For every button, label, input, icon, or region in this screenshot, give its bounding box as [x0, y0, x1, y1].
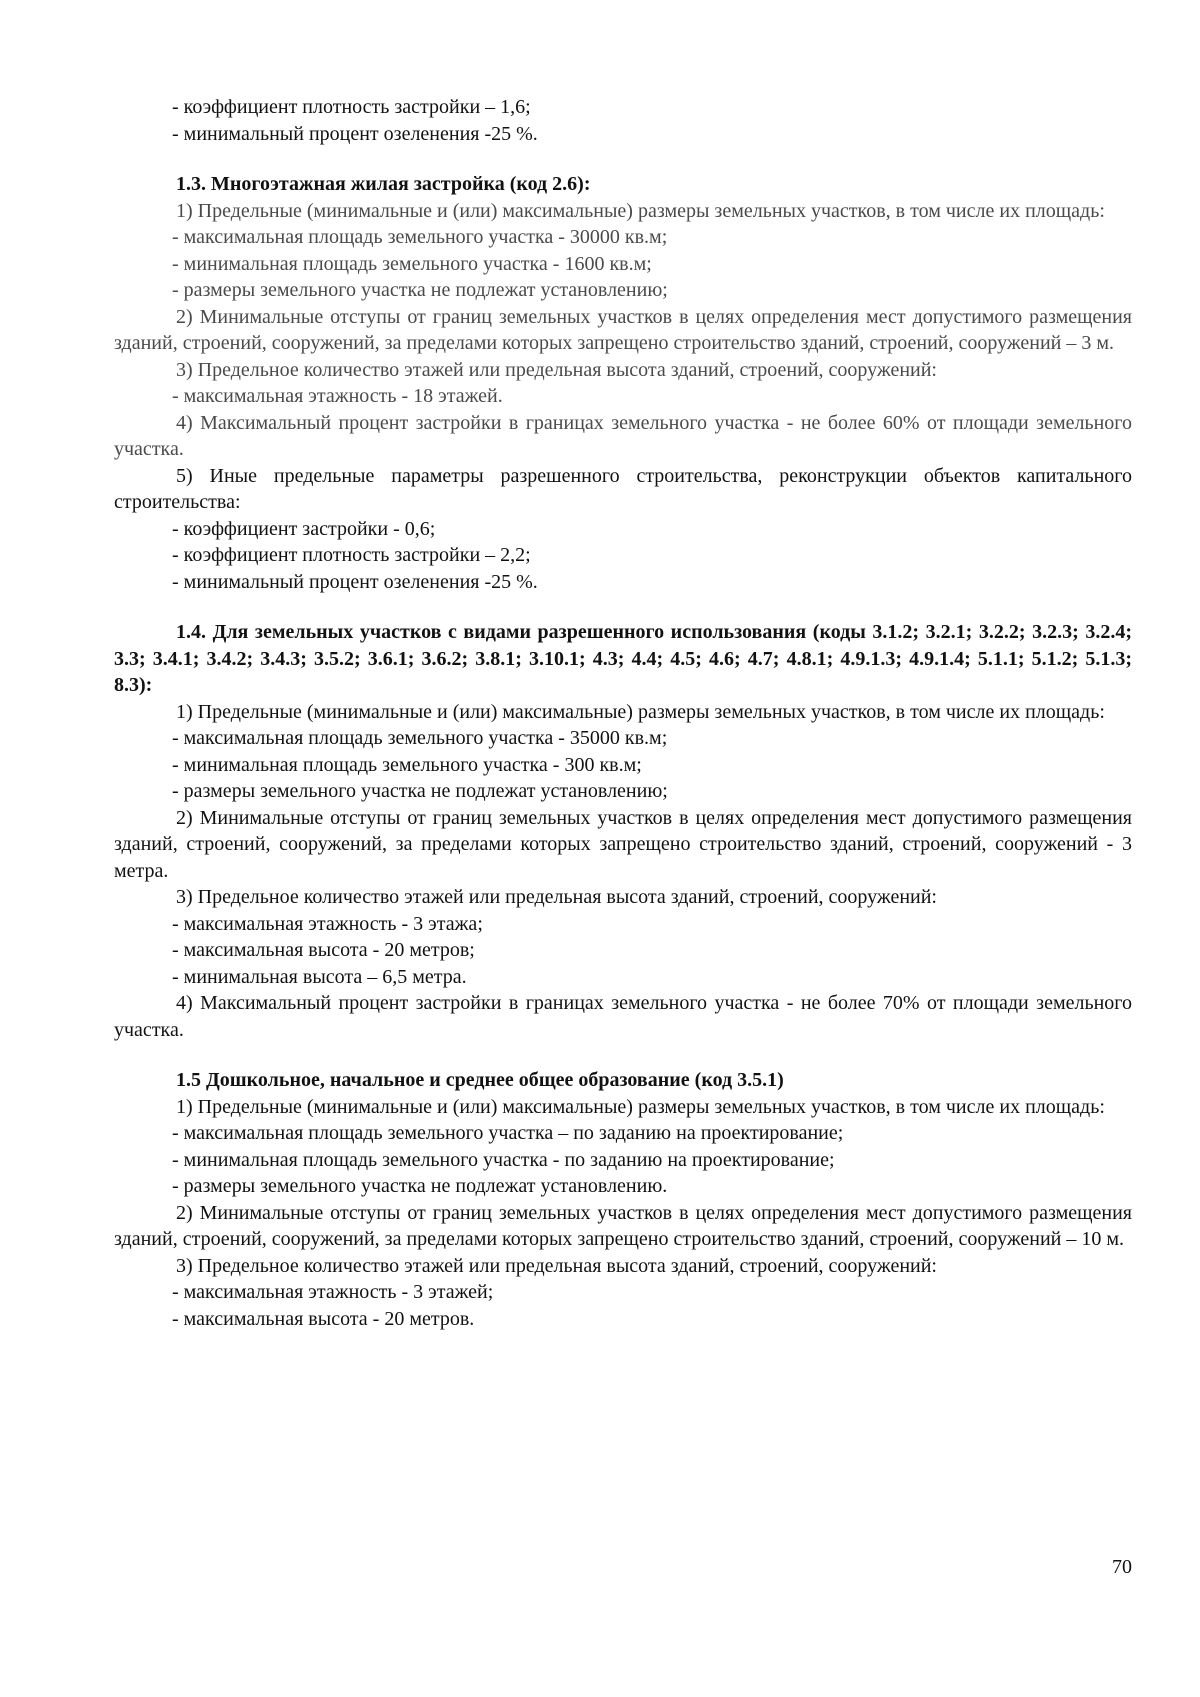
list-item: - размеры земельного участка не подлежат установлению. [172, 1175, 668, 1197]
list-item: - максимальная площадь земельного участка - 35000 кв.м; [172, 727, 668, 749]
list-item: - коэффициент застройки - 0,6; [172, 517, 436, 540]
list-item: - размеры земельного участка не подлежат установлению; [172, 279, 668, 301]
paragraph: 1) Предельные (минимальные и (или) максимальные) размеры земельных участков, в том числе их площадь: [176, 700, 1105, 723]
section-heading: 1.5 Дошкольное, начальное и среднее общее образование (код 3.5.1) [176, 1069, 784, 1091]
list-item: - максимальная высота - 20 метров; [172, 939, 475, 961]
section-spacer [114, 595, 1132, 619]
paragraph: 1) Предельные (минимальные и (или) максимальные) размеры земельных участков, в том числе их площадь: [176, 199, 1105, 222]
paragraph: 3) Предельное количество этажей или предельная высота зданий, строений, сооружений: [176, 886, 937, 908]
paragraph: 2) Минимальные отступы от границ земельных участков в целях определения мест допустимого размещения зданий, строений, сооружений, за пределами которых запрещено строительство зданий, строений, сооружений – 10 м. [114, 1201, 1132, 1250]
list-item: - коэффициент плотность застройки – 1,6; [172, 96, 531, 118]
document-body [114, 94, 1132, 1332]
section-heading: 1.4. Для земельных участков с видами разрешенного использования (коды 3.1.2; 3.2.1; 3.2.2; 3.2.3; 3.2.4; 3.3; 3.4.1; 3.4.2; 3.4.3; 3.5.2; 3.6.1; 3.6.2; 3.8.1; 3.10.1; 4.3; 4.4; 4.5; 4.6; 4.7; 4.8.1; 4.9.1.3; 4.9.1.4; 5.1.1; 5.1.2; 5.1.3; 8.3): [114, 621, 1132, 696]
list-item: - максимальная этажность - 3 этажа; [172, 912, 483, 935]
paragraph: 3) Предельное количество этажей или предельная высота зданий, строений, сооружений: [176, 358, 937, 381]
page-number: 70 [1112, 1556, 1132, 1578]
list-item: - максимальная этажность - 3 этажей; [172, 1281, 494, 1303]
list-item: - минимальная площадь земельного участка - по заданию на проектирование; [172, 1148, 835, 1171]
list-item: - максимальная этажность - 18 этажей. [172, 385, 503, 407]
paragraph: 4) Максимальный процент застройки в границах земельного участка - не более 70% от площади земельного участка. [114, 992, 1132, 1041]
section-spacer [114, 147, 1132, 171]
paragraph: 5) Иные предельные параметры разрешенного строительства, реконструкции объектов капитального строительства: [114, 464, 1132, 513]
paragraph: 3) Предельное количество этажей или предельная высота зданий, строений, сооружений: [176, 1254, 937, 1277]
list-item: - максимальная площадь земельного участка – по заданию на проектирование; [172, 1122, 844, 1144]
list-item: - коэффициент плотность застройки – 2,2; [172, 544, 531, 566]
section-heading: 1.3. Многоэтажная жилая застройка (код 2.6): [176, 173, 591, 195]
list-item: - минимальный процент озеленения -25 %. [172, 122, 538, 145]
paragraph: 4) Максимальный процент застройки в границах земельного участка - не более 60% от площади земельного участка. [114, 411, 1132, 460]
list-item: - размеры земельного участка не подлежат установлению; [172, 780, 668, 802]
list-item: - минимальный процент озеленения -25 %. [172, 570, 538, 593]
list-item: - максимальная площадь земельного участка - 30000 кв.м; [172, 226, 668, 248]
section-spacer [114, 1043, 1132, 1067]
paragraph: 2) Минимальные отступы от границ земельных участков в целях определения мест допустимого размещения зданий, строений, сооружений, за пределами которых запрещено строительство зданий, строений, сооружений - 3 метра. [114, 806, 1132, 882]
list-item: - минимальная площадь земельного участка - 1600 кв.м; [172, 252, 652, 275]
list-item: - минимальная высота – 6,5 метра. [172, 965, 467, 988]
list-item: - максимальная высота - 20 метров. [172, 1307, 475, 1330]
paragraph: 1) Предельные (минимальные и (или) максимальные) размеры земельных участков, в том числе их площадь: [176, 1095, 1105, 1118]
paragraph: 2) Минимальные отступы от границ земельных участков в целях определения мест допустимого размещения зданий, строений, сооружений, за пределами которых запрещено строительство зданий, строений, сооружений – 3 м. [114, 305, 1132, 354]
list-item: - минимальная площадь земельного участка - 300 кв.м; [172, 753, 642, 776]
